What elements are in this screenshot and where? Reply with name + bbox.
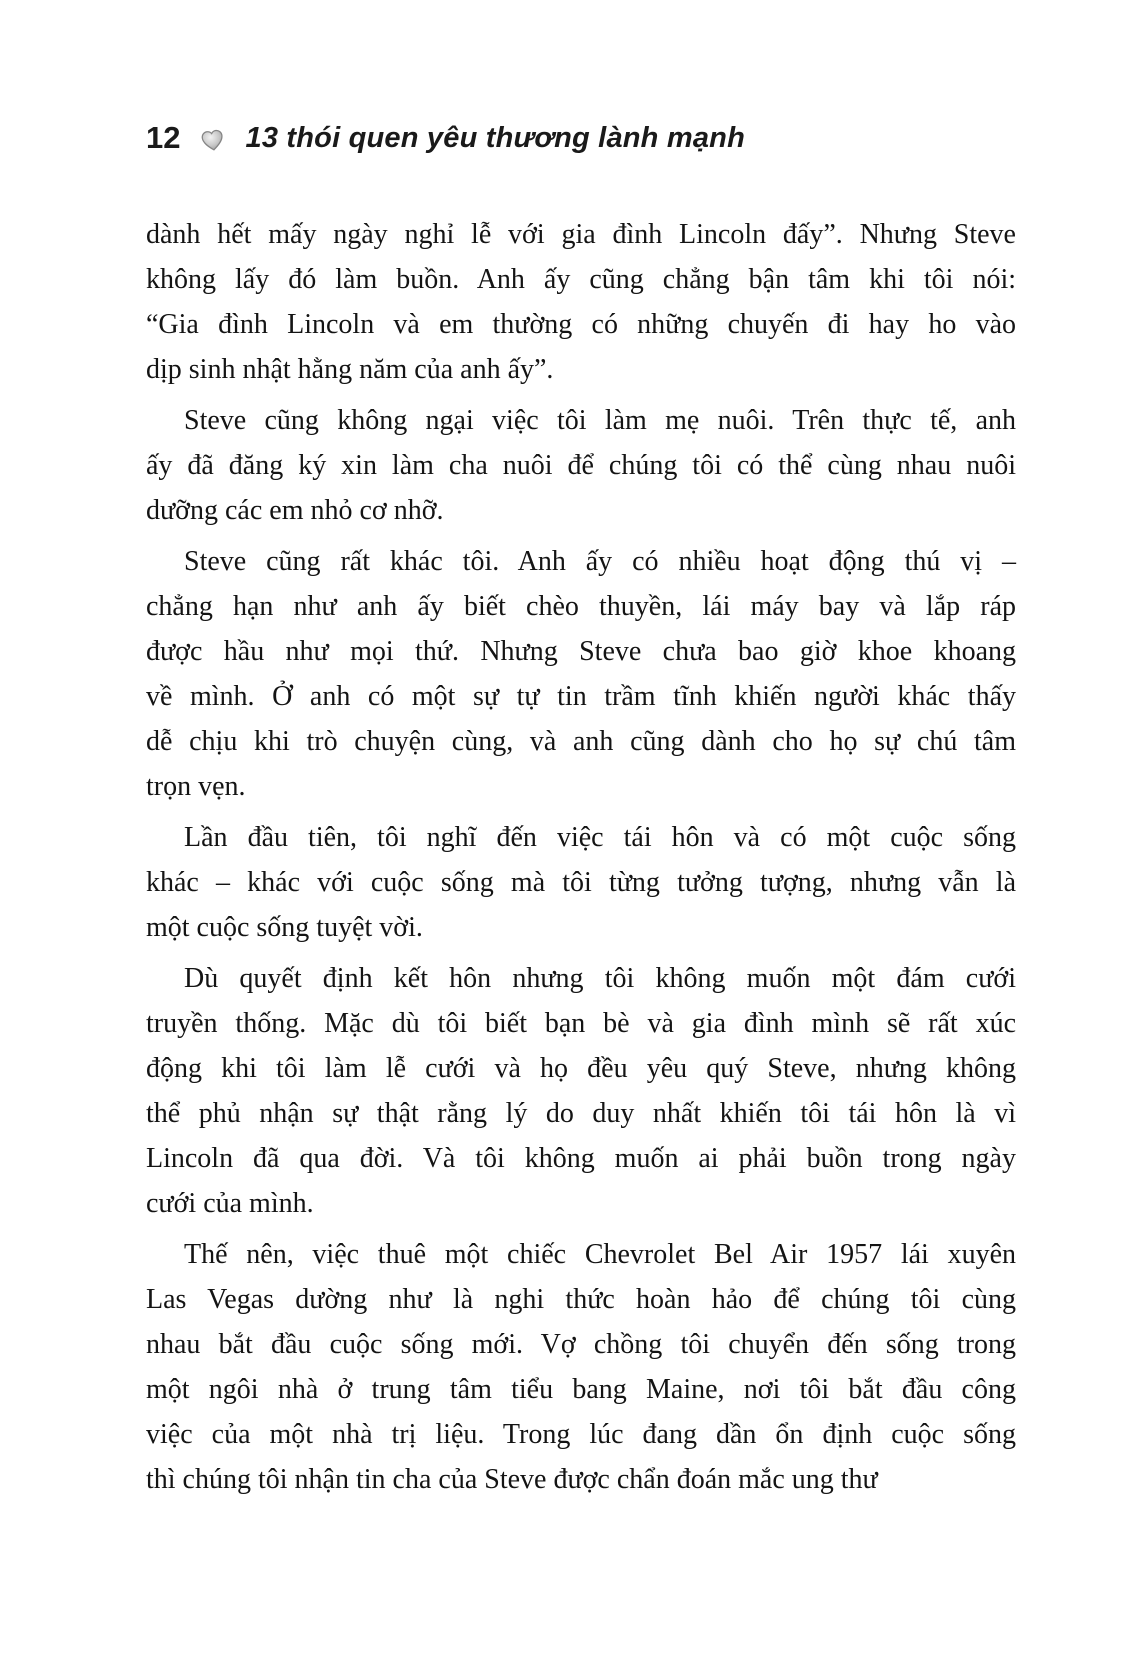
text-line: nhau bắt đầu cuộc sống mới. Vợ chồng tôi chuyển đến sống trong (146, 1329, 1016, 1360)
text-line: Lincoln đã qua đời. Và tôi không muốn ai phải buồn trong ngày (146, 1143, 1016, 1174)
text-line: cưới của mình. (146, 1188, 314, 1219)
text-line: thể phủ nhận sự thật rằng lý do duy nhất khiến tôi tái hôn là vì (146, 1098, 1016, 1129)
text-line: một cuộc sống tuyệt vời. (146, 912, 423, 943)
text-line: Lần đầu tiên, tôi nghĩ đến việc tái hôn và có một cuộc sống (184, 822, 1016, 853)
paragraph (146, 212, 1016, 392)
paragraph (146, 815, 1016, 950)
text-line: Steve cũng rất khác tôi. Anh ấy có nhiều hoạt động thú vị – (184, 546, 1016, 577)
text-line: Las Vegas dường như là nghi thức hoàn hảo để chúng tôi cùng (146, 1284, 1016, 1315)
text-line: về mình. Ở anh có một sự tự tin trầm tĩnh khiến người khác thấy (146, 681, 1016, 712)
paragraph (146, 1232, 1016, 1502)
page-number: 12 (146, 120, 181, 155)
text-line: dịp sinh nhật hằng năm của anh ấy”. (146, 354, 554, 385)
text-line: dễ chịu khi trò chuyện cùng, và anh cũng dành cho họ sự chú tâm (146, 726, 1016, 757)
heart-icon (198, 124, 228, 154)
text-line: Steve cũng không ngại việc tôi làm mẹ nuôi. Trên thực tế, anh (184, 405, 1016, 436)
text-line: “Gia đình Lincoln và em thường có những chuyến đi hay ho vào (146, 309, 1016, 340)
running-title: 13 thói quen yêu thương lành mạnh (245, 122, 745, 154)
text-line: việc của một nhà trị liệu. Trong lúc đang dần ổn định cuộc sống (146, 1419, 1016, 1450)
text-line: được hầu như mọi thứ. Nhưng Steve chưa bao giờ khoe khoang (146, 636, 1016, 667)
text-line: truyền thống. Mặc dù tôi biết bạn bè và gia đình mình sẽ rất xúc (146, 1008, 1016, 1039)
paragraph (146, 956, 1016, 1226)
text-line: khác – khác với cuộc sống mà tôi từng tưởng tượng, nhưng vẫn là (146, 867, 1016, 898)
paragraph (146, 398, 1016, 533)
paragraph (146, 539, 1016, 809)
text-line: trọn vẹn. (146, 771, 246, 802)
text-line: một ngôi nhà ở trung tâm tiểu bang Maine, nơi tôi bắt đầu công (146, 1374, 1016, 1405)
text-line: dành hết mấy ngày nghỉ lễ với gia đình Lincoln đấy”. Nhưng Steve (146, 219, 1016, 250)
text-line: chẳng hạn như anh ấy biết chèo thuyền, lái máy bay và lắp ráp (146, 591, 1016, 622)
text-line: dưỡng các em nhỏ cơ nhỡ. (146, 495, 444, 526)
text-line: không lấy đó làm buồn. Anh ấy cũng chẳng bận tâm khi tôi nói: (146, 264, 1016, 295)
text-line: ấy đã đăng ký xin làm cha nuôi để chúng tôi có thể cùng nhau nuôi (146, 450, 1016, 481)
text-line: Dù quyết định kết hôn nhưng tôi không muốn một đám cưới (184, 963, 1016, 994)
text-line: động khi tôi làm lễ cưới và họ đều yêu quý Steve, nhưng không (146, 1053, 1016, 1084)
text-body (146, 212, 1016, 1508)
text-line: thì chúng tôi nhận tin cha của Steve được chẩn đoán mắc ung thư (146, 1464, 878, 1495)
text-line: Thế nên, việc thuê một chiếc Chevrolet Bel Air 1957 lái xuyên (184, 1239, 1016, 1270)
page-header (146, 118, 745, 158)
